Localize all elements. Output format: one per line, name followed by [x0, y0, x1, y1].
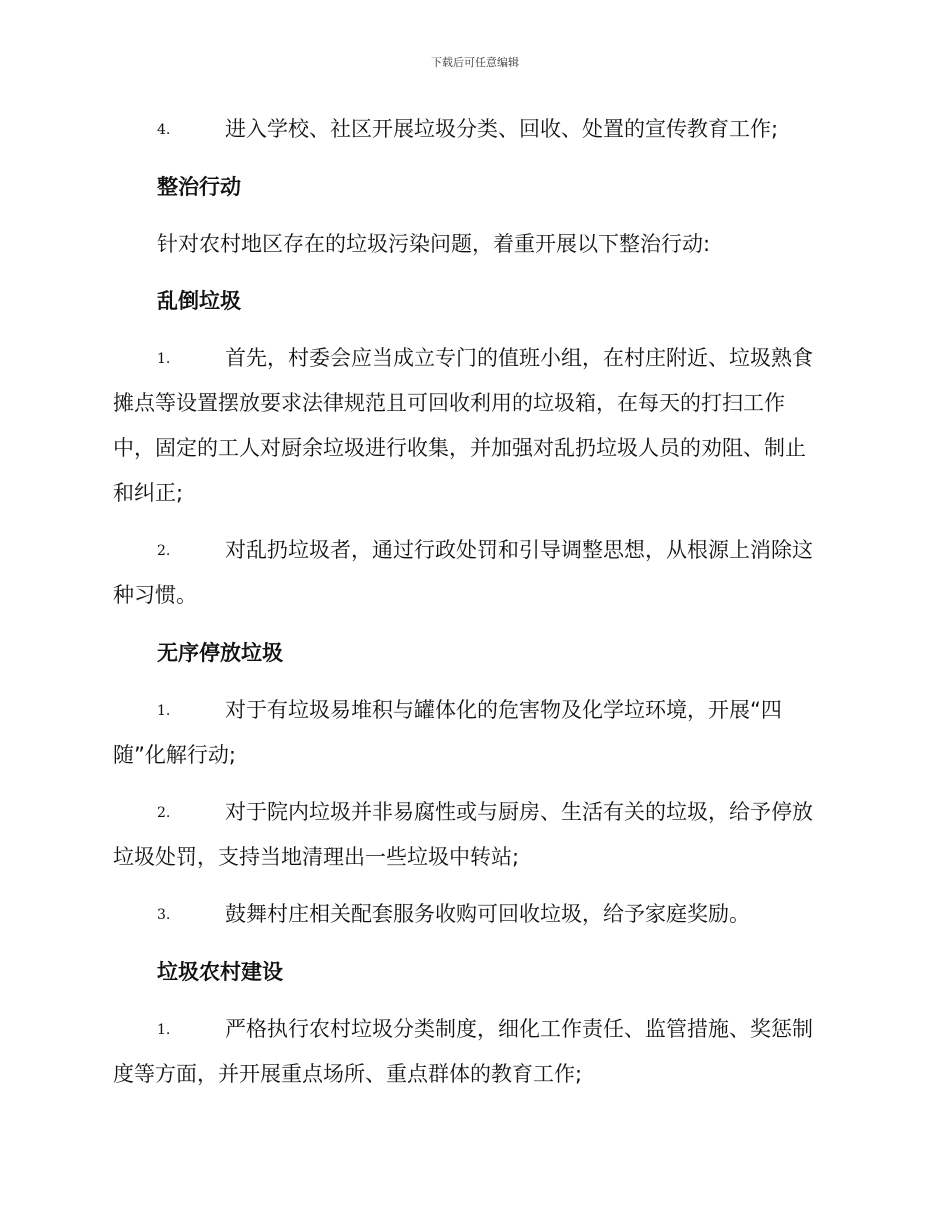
list-item-text: 进入学校、社区开展垃圾分类、回收、处置的宣传教育工作;: [225, 117, 779, 141]
list-number: 1.: [157, 1022, 171, 1038]
list-item-text: 对于院内垃圾并非易腐性或与厨房、生活有关的垃圾，给予停放: [225, 800, 813, 824]
list-item-text: 随”化解行动;: [113, 743, 236, 767]
page-header: 下载后可任意编辑: [431, 56, 519, 69]
list-number: 1.: [157, 351, 171, 367]
list-item-text: 鼓舞村庄相关配套服务收购可回收垃圾，给予家庭奖励。: [225, 902, 750, 926]
list-number: 2.: [157, 805, 171, 821]
list-number: 3.: [157, 907, 171, 923]
section-heading: 垃圾农村建设: [157, 960, 283, 984]
list-item-text: 摊点等设置摆放要求法律规范且可回收利用的垃圾箱，在每天的打扫工作: [113, 391, 785, 415]
list-item-text: 和纠正;: [113, 481, 184, 505]
list-item-text: 垃圾处罚，支持当地清理出一些垃圾中转站;: [113, 845, 520, 869]
list-number: 2.: [157, 543, 171, 559]
section-heading: 整治行动: [157, 175, 241, 199]
list-item-text: 种习惯。: [113, 583, 197, 607]
list-item-text: 严格执行农村垃圾分类制度，细化工作责任、监管措施、奖惩制: [225, 1017, 813, 1041]
list-item-text: 对于有垃圾易堆积与罐体化的危害物及化学垃环境，开展“四: [225, 698, 782, 722]
list-item-text: 中，固定的工人对厨余垃圾进行收集，并加强对乱扔垃圾人员的劝阻、制止: [113, 436, 806, 460]
list-number: 4.: [157, 122, 171, 138]
section-heading: 乱倒垃圾: [157, 289, 241, 313]
list-item-text: 度等方面，并开展重点场所、重点群体的教育工作;: [113, 1062, 583, 1086]
section-heading: 无序停放垃圾: [157, 641, 283, 665]
paragraph: 针对农村地区存在的垃圾污染问题，着重开展以下整治行动:: [157, 232, 711, 256]
list-number: 1.: [157, 703, 171, 719]
list-item-text: 首先，村委会应当成立专门的值班小组，在村庄附近、垃圾熟食: [225, 346, 813, 370]
list-item-text: 对乱扔垃圾者，通过行政处罚和引导调整思想，从根源上消除这: [225, 538, 813, 562]
